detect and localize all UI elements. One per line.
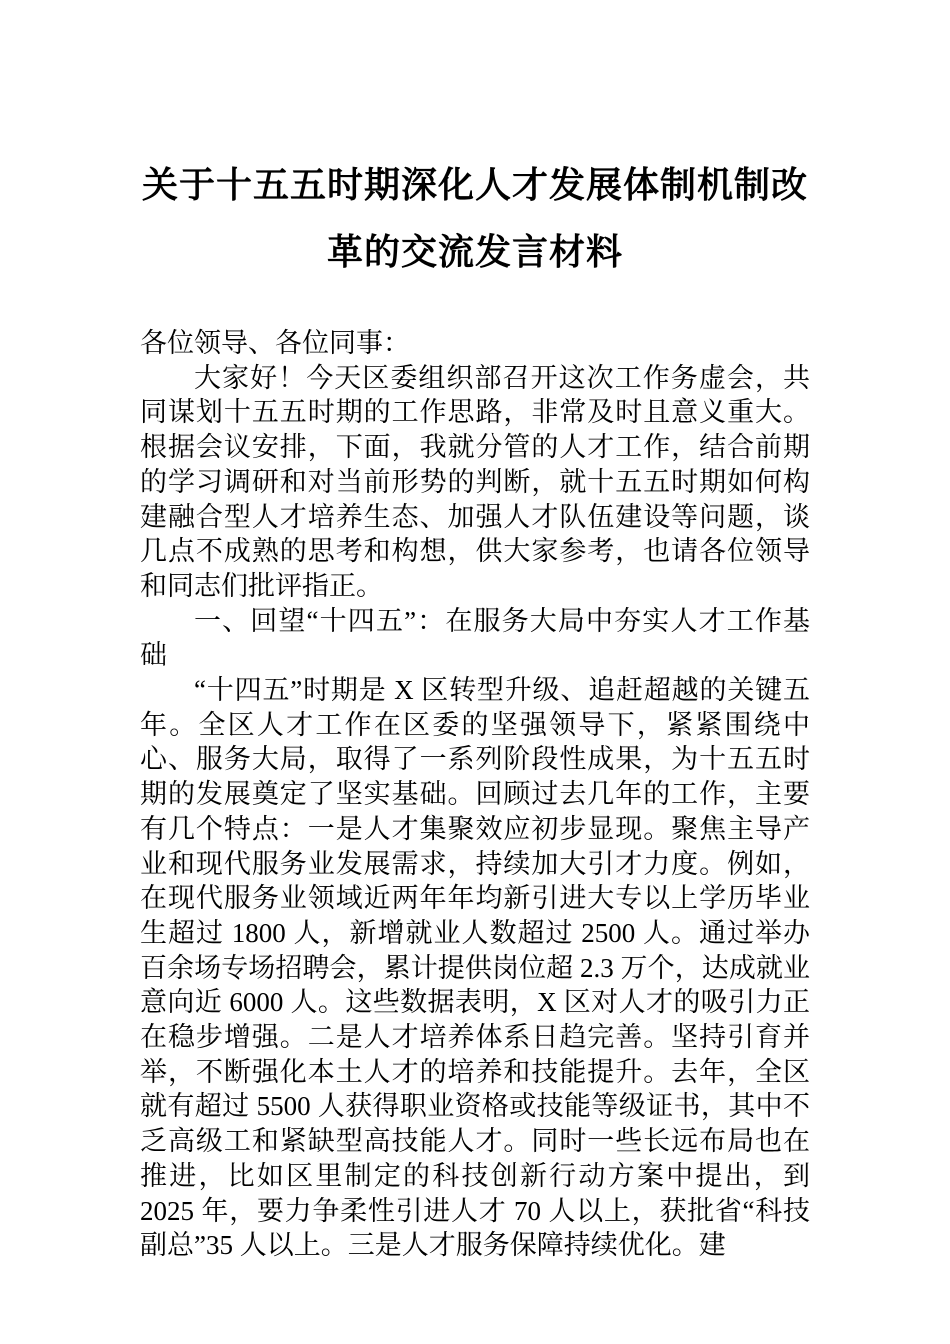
paragraph-section-1-body: “十四五”时期是 X 区转型升级、追赶超越的关键五年。全区人才工作在区委的坚强领导下，紧紧围绕中心、服务大局，取得了一系列阶段性成果，为十五五时期的发展奠定了坚实基础。回顾过去几年的工作，主要有几个特点：一是人才集聚效应初步显现。聚焦主导产业和现代服务业发展需求，持续加大引才力度。例如，在现代服务业领域近两年年均新引进大专以上学历毕业生超过 1800 人，新增就业人数超过 2500 人。通过举办百余场专场招聘会，累计提供岗位超 2.3 万个，达成就业意向近 6000 人。这些数据表明，X 区对人才的吸引力正在稳步增强。二是人才培养体系日趋完善。坚持引育并举，不断强化本土人才的培养和技能提升。去年，全区就有超过 5500 人获得职业资格或技能等级证书，其中不乏高级工和紧缺型高技能人才。同时一些长远布局也在推进，比如区里制定的科技创新行动方案中提出，到 2025 年，要力争柔性引进人才 70 人以上，获批省“科技副总”35 人以上。三是人才服务保障持续优化。建 (140, 675, 810, 1261)
paragraph-opening: 大家好！今天区委组织部召开这次工作务虚会，共同谋划十五五时期的工作思路，非常及时且意义重大。根据会议安排，下面，我就分管的人才工作，结合前期的学习调研和对当前形势的判断，就十五五时期如何构建融合型人才培养生态、加强人才队伍建设等问题，谈几点不成熟的思考和构想，供大家参考，也请各位领导和同志们批评指正。 (140, 362, 810, 601)
section-heading-1: 一、回望“十四五”：在服务大局中夯实人才工作基础 (140, 605, 810, 671)
document-body (140, 326, 810, 1263)
salutation: 各位领导、各位同事： (140, 328, 410, 358)
document-title: 关于十五五时期深化人才发展体制机制改革的交流发言材料 (141, 165, 808, 272)
